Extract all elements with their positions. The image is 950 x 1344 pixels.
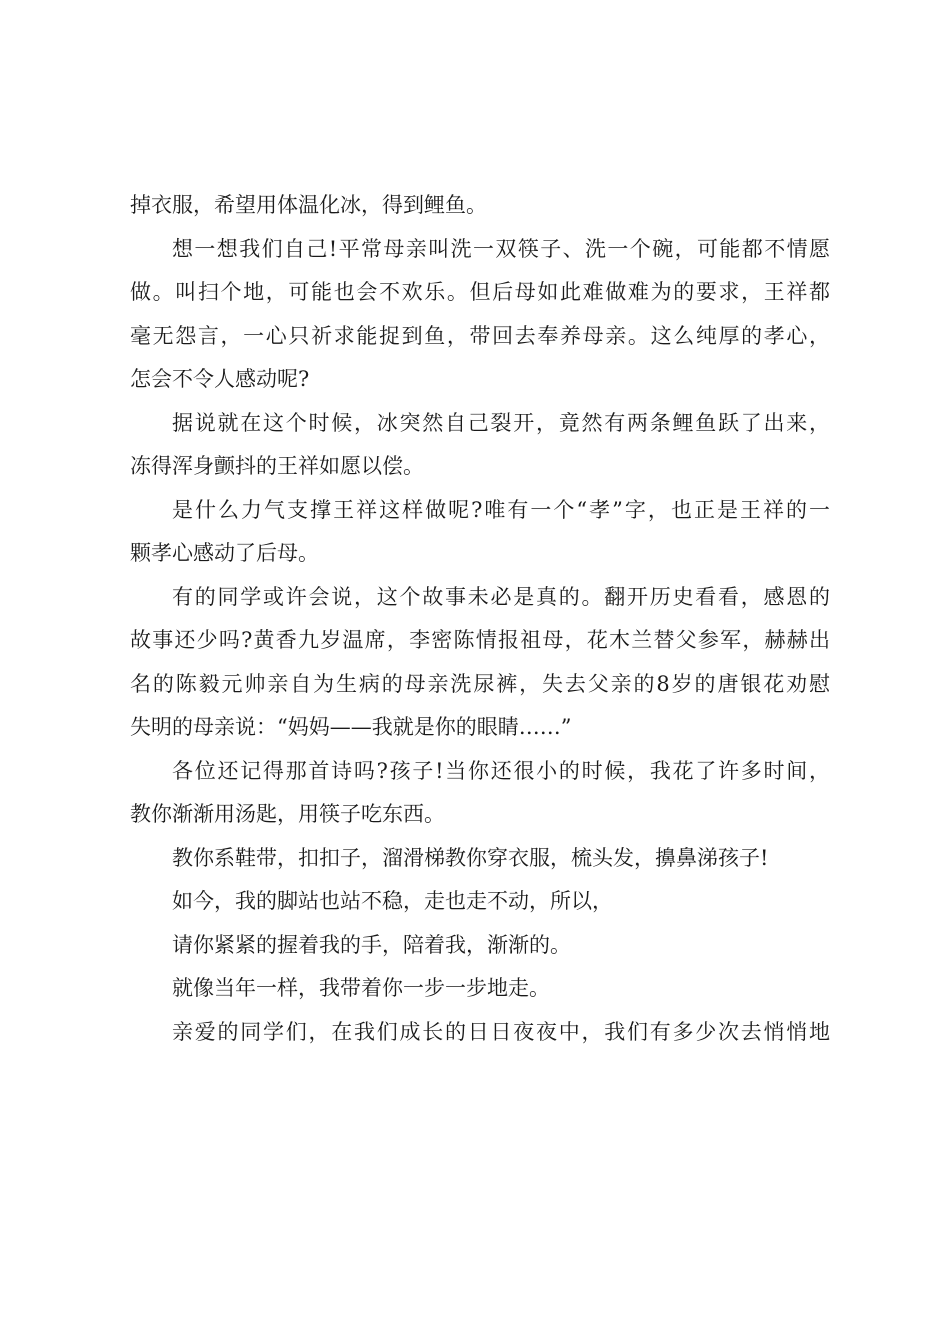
paragraph-first-line: 教你系鞋带，扣扣子，溜滑梯教你穿衣服，梳头发，擤鼻涕孩子! <box>172 845 769 870</box>
text-line: 故事还少吗?黄香九岁温席，李密陈情报祖母，花木兰替父参军，赫赫出 <box>130 628 830 652</box>
paragraph-first-line: 亲爱的同学们，在我们成长的日日夜夜中，我们有多少次去悄悄地 <box>172 1019 830 1044</box>
text-line: 毫无怨言，一心只祈求能捉到鱼，带回去奉养母亲。这么纯厚的孝心， <box>130 323 830 348</box>
paragraph-first-line: 想一想我们自己!平常母亲叫洗一双筷子、洗一个碗，可能都不情愿 <box>172 236 830 261</box>
text-line: 怎会不令人感动呢? <box>130 367 310 391</box>
text-line: 颗孝心感动了后母。 <box>130 541 319 565</box>
paragraph-first-line: 各位还记得那首诗吗?孩子!当你还很小的时候，我花了许多时间， <box>172 758 830 783</box>
paragraph-first-line: 据说就在这个时候，冰突然自己裂开，竟然有两条鲤鱼跃了出来， <box>172 410 830 435</box>
text-line: 教你渐渐用汤匙，用筷子吃东西。 <box>130 802 445 826</box>
paragraph-first-line: 如今，我的脚站也站不稳，走也走不动，所以， <box>172 889 613 913</box>
paragraph-first-line: 是什么力气支撑王祥这样做呢?唯有一个“孝”字，也正是王祥的一 <box>172 497 830 522</box>
paragraph-first-line: 请你紧紧的握着我的手，陪着我，渐渐的。 <box>172 932 571 957</box>
text-line: 名的陈毅元帅亲自为生病的母亲洗尿裤，失去父亲的8岁的唐银花劝慰 <box>130 671 830 696</box>
paragraph-first-line: 有的同学或许会说，这个故事未必是真的。翻开历史看看，感恩的 <box>172 584 830 609</box>
text-line: 冻得浑身颤抖的王祥如愿以偿。 <box>130 454 424 478</box>
text-line: 做。叫扫个地，可能也会不欢乐。但后母如此难做难为的要求，王祥都 <box>130 280 830 304</box>
text-line: 掉衣服，希望用体温化冰，得到鲤鱼。 <box>130 193 487 217</box>
paragraph-first-line: 就像当年一样，我带着你一步一步地走。 <box>172 976 550 1000</box>
text-line: 失明的母亲说：“妈妈——我就是你的眼睛……” <box>130 715 572 739</box>
document-body <box>130 184 830 1054</box>
